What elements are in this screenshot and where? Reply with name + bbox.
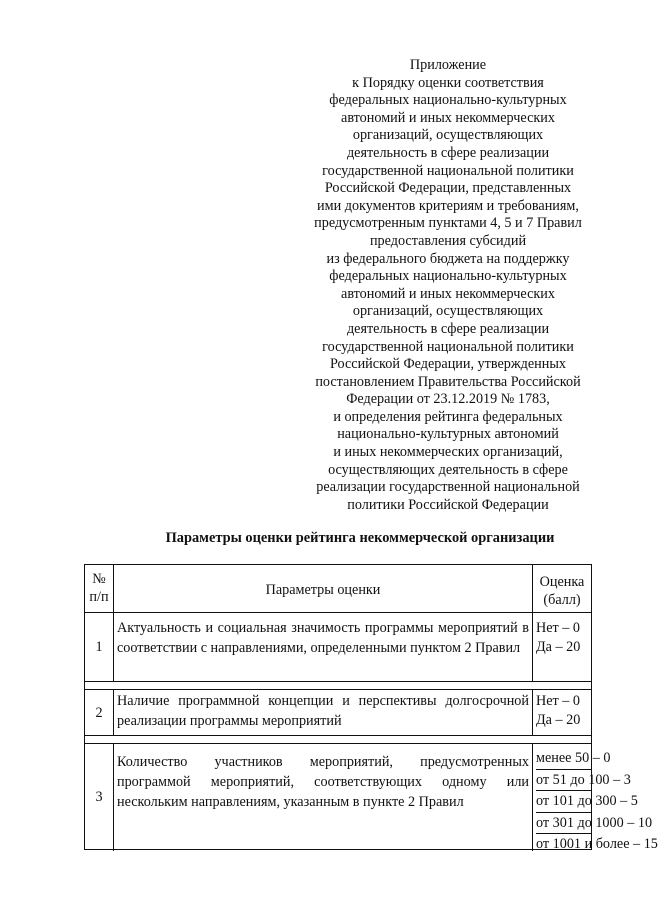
appendix-line: национально-культурных автономий bbox=[337, 426, 559, 443]
score-option: Нет – 0 bbox=[536, 620, 581, 636]
table-row bbox=[85, 612, 591, 682]
row-score-cell bbox=[533, 744, 658, 852]
appendix-line: государственной национальной политики bbox=[322, 338, 574, 355]
appendix-line: организаций, осуществляющих bbox=[352, 127, 544, 144]
header-param-label: Параметры оценки bbox=[265, 582, 381, 598]
row-num-cell bbox=[85, 744, 114, 851]
appendix-line: реализации государственной национальной bbox=[316, 479, 580, 496]
document-title: Параметры оценки рейтинга некоммерческой организации bbox=[165, 530, 555, 546]
header-num-abbr: п/п bbox=[89, 589, 109, 605]
appendix-line: Российской Федерации, утвержденных bbox=[330, 356, 566, 373]
header-num-cell bbox=[85, 565, 114, 612]
score-option: от 101 до 300 – 5 bbox=[536, 791, 591, 813]
appendix-line: деятельность в сфере реализации bbox=[346, 320, 550, 337]
score-option: менее 50 – 0 bbox=[536, 748, 591, 770]
row-score-cell bbox=[533, 690, 591, 736]
appendix-line: и определения рейтинга федеральных bbox=[333, 408, 563, 425]
appendix-line: к Порядку оценки соответствия bbox=[352, 74, 544, 91]
row-param-text: Актуальность и социальная значимость программы мероприятий в соответствии с направлениями, определенными пунктом 2 Правил bbox=[117, 620, 529, 656]
appendix-line: автономий и иных некоммерческих bbox=[341, 109, 555, 126]
row-param-cell bbox=[114, 690, 533, 736]
score-option: Да – 20 bbox=[536, 712, 581, 728]
appendix-line: государственной национальной политики bbox=[322, 162, 574, 179]
table-row bbox=[85, 689, 591, 736]
header-score-cell bbox=[533, 565, 591, 612]
score-option: от 51 до 100 – 3 bbox=[536, 770, 591, 792]
appendix-line: Приложение bbox=[409, 57, 487, 73]
table-header-row bbox=[85, 565, 591, 612]
row-num: 2 bbox=[95, 704, 103, 721]
appendix-line: федеральных национально-культурных bbox=[329, 92, 567, 109]
header-param-cell bbox=[114, 565, 533, 612]
appendix-line: автономий и иных некоммерческих bbox=[341, 285, 555, 302]
header-score-label: Оценка bbox=[539, 574, 585, 590]
row-param-text: Наличие программной концепции и перспективы долгосрочной реализации программы мероприятий bbox=[117, 693, 529, 729]
appendix-line: и иных некоммерческих организаций, bbox=[333, 444, 563, 461]
appendix-line: Российской Федерации, представленных bbox=[324, 180, 572, 197]
row-num: 1 bbox=[95, 639, 103, 655]
appendix-line: предусмотренным пунктами 4, 5 и 7 Правил bbox=[314, 215, 582, 232]
appendix-line: политики Российской Федерации bbox=[347, 496, 549, 513]
row-num-cell bbox=[85, 613, 114, 682]
appendix-line: предоставления субсидий bbox=[369, 232, 527, 249]
row-param-cell bbox=[114, 744, 533, 851]
appendix-line: ими документов критериям и требованиям, bbox=[317, 197, 579, 214]
row-param-text: Количество участников мероприятий, предусмотренных программой мероприятий, соответствующих одному или нескольким направлениям, указанным в пункте 2 Правил bbox=[117, 754, 529, 810]
score-option: Да – 20 bbox=[536, 639, 581, 655]
table-row bbox=[85, 743, 658, 852]
appendix-line: осуществляющих деятельность в сфере bbox=[328, 461, 568, 478]
rating-parameters-table bbox=[84, 564, 658, 852]
appendix-line: Федерации от 23.12.2019 № 1783, bbox=[346, 391, 550, 408]
header-score-unit: (балл) bbox=[543, 592, 581, 608]
score-option: от 301 до 1000 – 10 bbox=[536, 813, 591, 835]
row-num: 3 bbox=[95, 789, 103, 805]
score-option: от 1001 и более – 15 bbox=[536, 836, 658, 852]
row-score-cell bbox=[533, 613, 591, 682]
row-param-cell bbox=[114, 613, 533, 682]
appendix-line: организаций, осуществляющих bbox=[352, 303, 544, 320]
row-num-cell bbox=[85, 690, 114, 736]
appendix-line: постановлением Правительства Российской bbox=[315, 373, 581, 390]
appendix-line: федеральных национально-культурных bbox=[329, 268, 567, 285]
appendix-caption bbox=[288, 57, 608, 514]
header-num-sign: № bbox=[92, 571, 106, 587]
score-option: Нет – 0 bbox=[536, 693, 581, 709]
appendix-line: деятельность в сфере реализации bbox=[346, 144, 550, 161]
appendix-line: из федерального бюджета на поддержку bbox=[326, 250, 570, 267]
